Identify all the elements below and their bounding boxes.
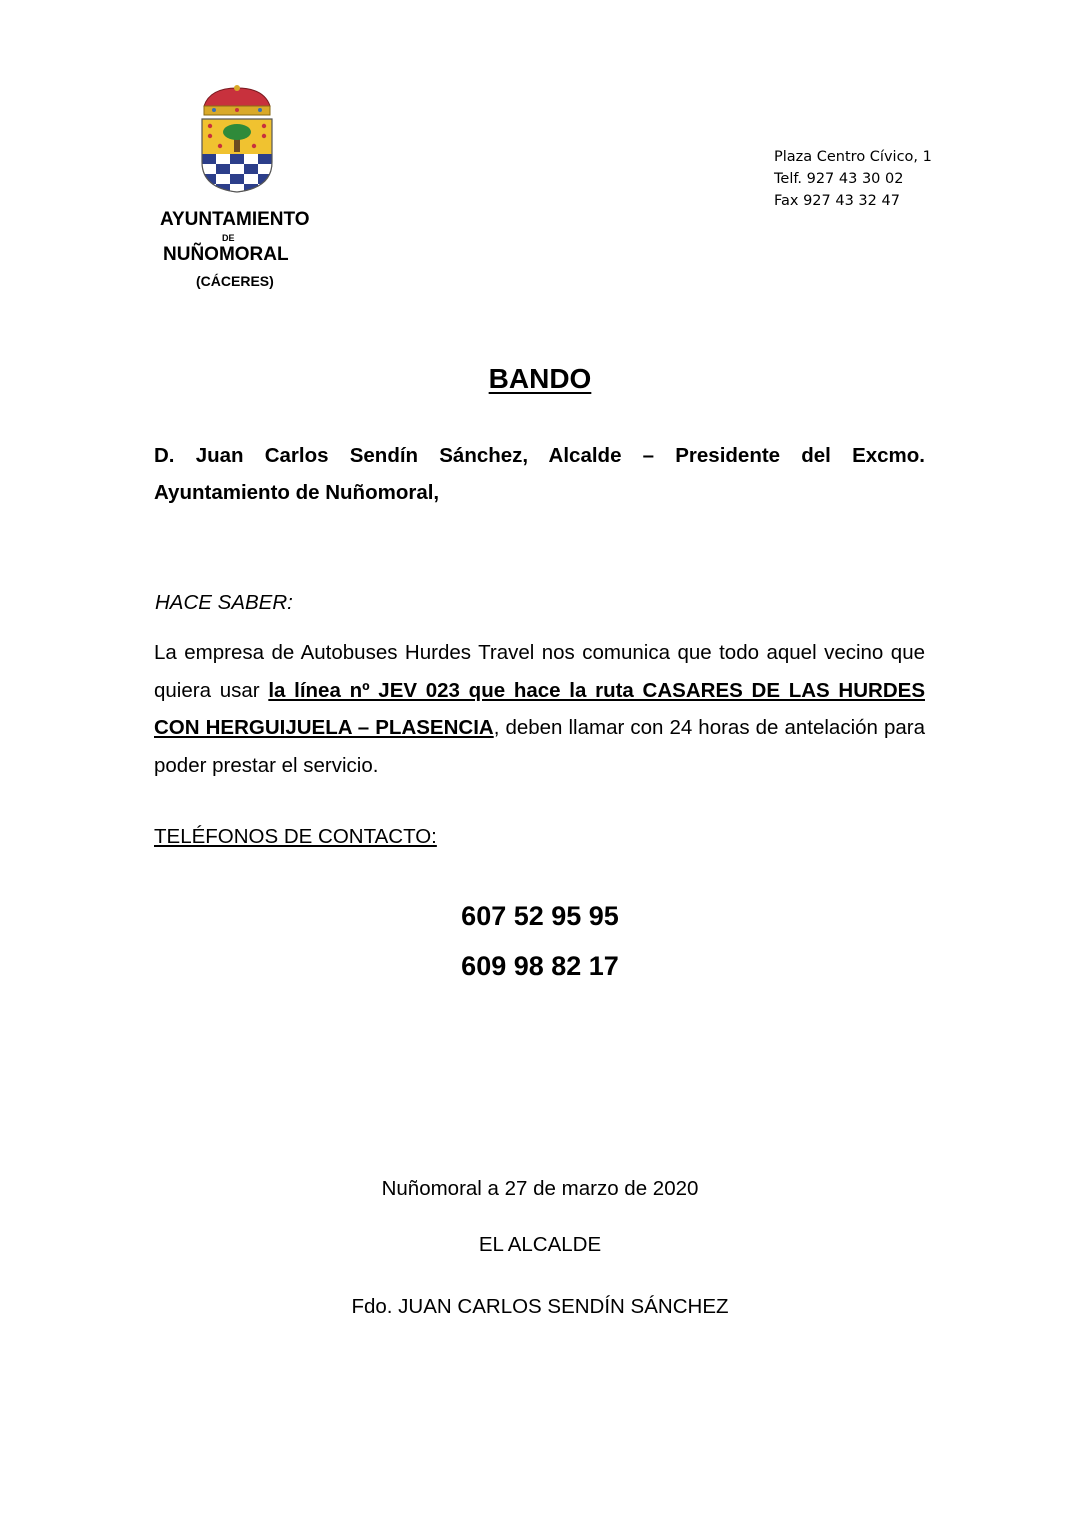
bus-line-highlight: la línea nº JEV 023 que hace la ruta CASARES DE LAS HURDES CON HERGUIJUELA – PLASENCIA — [154, 678, 925, 739]
contact-heading: TELÉFONOS DE CONTACTO: — [154, 825, 437, 848]
signature: Fdo. JUAN CARLOS SENDÍN SÁNCHEZ — [351, 1295, 729, 1318]
org-name: AYUNTAMIENTO — [160, 209, 310, 230]
mayor-intro-line1: D. Juan Carlos Sendín Sánchez, Alcalde – Presidente del Excmo. — [154, 444, 925, 467]
address-fax: Fax 927 43 32 47 — [774, 193, 900, 209]
org-name-de: DE — [222, 233, 235, 243]
address-street: Plaza Centro Cívico, 1 — [774, 149, 932, 165]
hace-saber-heading: HACE SABER: — [155, 591, 293, 614]
phone-number-1: 607 52 95 95 — [461, 901, 619, 931]
place-date: Nuñomoral a 27 de marzo de 2020 — [381, 1177, 699, 1200]
phone-number-2: 609 98 82 17 — [461, 951, 619, 981]
signer-title: EL ALCALDE — [478, 1233, 602, 1256]
body-paragraph — [154, 634, 925, 784]
address-phone: Telf. 927 43 30 02 — [774, 171, 904, 187]
org-province: (CÁCERES) — [196, 273, 274, 289]
coat-of-arms-icon — [198, 84, 276, 194]
document-title: BANDO — [488, 363, 592, 394]
body-text-part2: , deben llamar con 24 horas de antelación para poder prestar el servicio. — [154, 716, 925, 777]
mayor-intro-line2: Ayuntamiento de Nuñomoral, — [154, 481, 440, 504]
body-text-part1: La empresa de Autobuses Hurdes Travel nos comunica que todo aquel vecino que quiera usar — [154, 641, 925, 702]
org-town: NUÑOMORAL — [163, 244, 289, 265]
address-block — [774, 146, 932, 212]
mayor-intro — [154, 437, 925, 511]
